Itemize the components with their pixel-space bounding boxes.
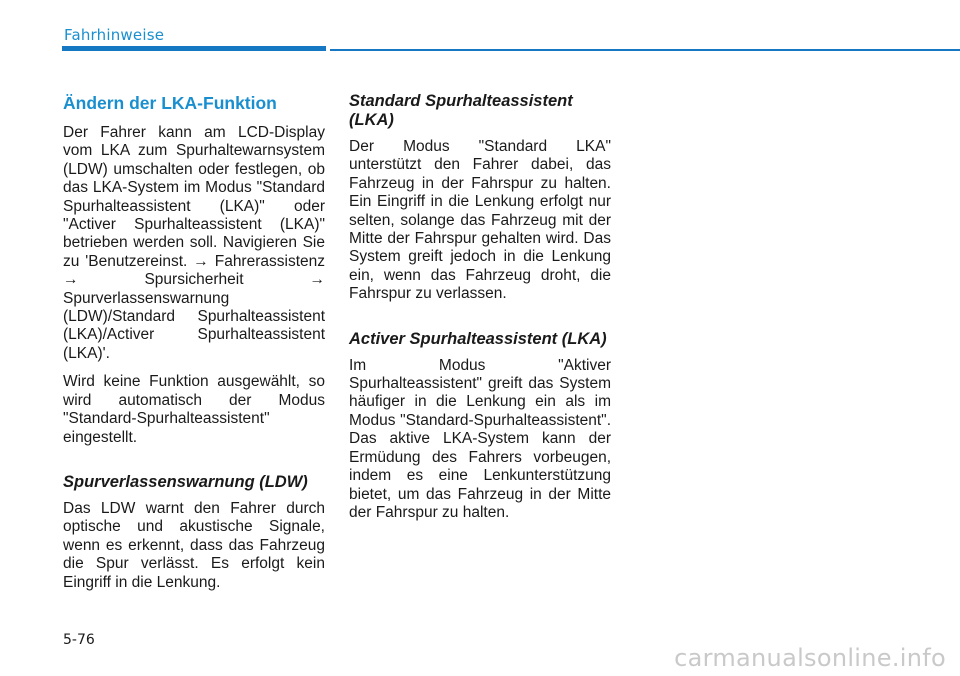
subtitle-active-lka: Activer Spurhalteassistent (LKA) (349, 329, 607, 348)
right-column (349, 92, 611, 532)
subtitle-ldw: Spurverlassenswarnung (LDW) (63, 472, 308, 491)
header-rule-thick (62, 46, 326, 51)
paragraph-active-lka: Im Modus "Aktiver Spurhalteassistent" greift das System häufiger in die Lenkung ein als im Modus "Standard-Spurhalteassistent". Das aktive LKA-System kann der Ermüdung des Fahrers vorbeugen, indem es eine Lenkunterstützung bietet, um das Fahrzeug in der Mitte der Fahrspur zu halten. (349, 356, 611, 521)
section-header-title: Fahrhinweise (64, 26, 165, 44)
watermark: carmanualsonline.info (674, 644, 946, 672)
page-number: 5-76 (63, 632, 95, 648)
paragraph-standard-lka: Der Modus "Standard LKA" unterstützt den Fahrer dabei, das Fahrzeug in der Fahrspur zu halten. Ein Eingriff in die Lenkung erfolgt nur selten, solange das Fahrzeug mit der Mitte der Fahrspur gehalten wird. Das System greift jedoch in die Lenkung ein, wenn das Fahrzeug droht, die Fahrspur zu verlassen. (349, 138, 611, 303)
paragraph-ldw: Das LDW warnt den Fahrer durch optische und akustische Signale, wenn es erkennt, dass das Fahrzeug die Spur verlässt. Es erfolgt kein Eingriff in die Lenkung. (63, 499, 325, 591)
header-rule-thin (330, 49, 960, 51)
paragraph-change-function: Der Fahrer kann am LCD-Display vom LKA zum Spurhaltewarnsystem (LDW) umschalten oder festlegen, ob das LKA-System im Modus "Standard Spurhalteassistent (LKA)" oder "Activer Spurhalteassistent (LKA)" betrieben werden soll. Navigieren Sie zu 'Benutzereinst. → Fahrerassistenz → Spursicherheit → Spurverlassenswarnung (LDW)/Standard Spurhalteassistent (LKA)/Activer Spurhalteassistent (LKA)'. (63, 124, 325, 362)
paragraph-default-mode: Wird keine Funktion ausgewählt, so wird automatisch der Modus "Standard-Spurhalteassistent" eingestellt. (63, 373, 325, 446)
section-title: Ändern der LKA-Funktion (63, 93, 277, 113)
left-column (63, 92, 325, 602)
subtitle-standard-lka: Standard Spurhalteassistent (LKA) (349, 92, 573, 129)
